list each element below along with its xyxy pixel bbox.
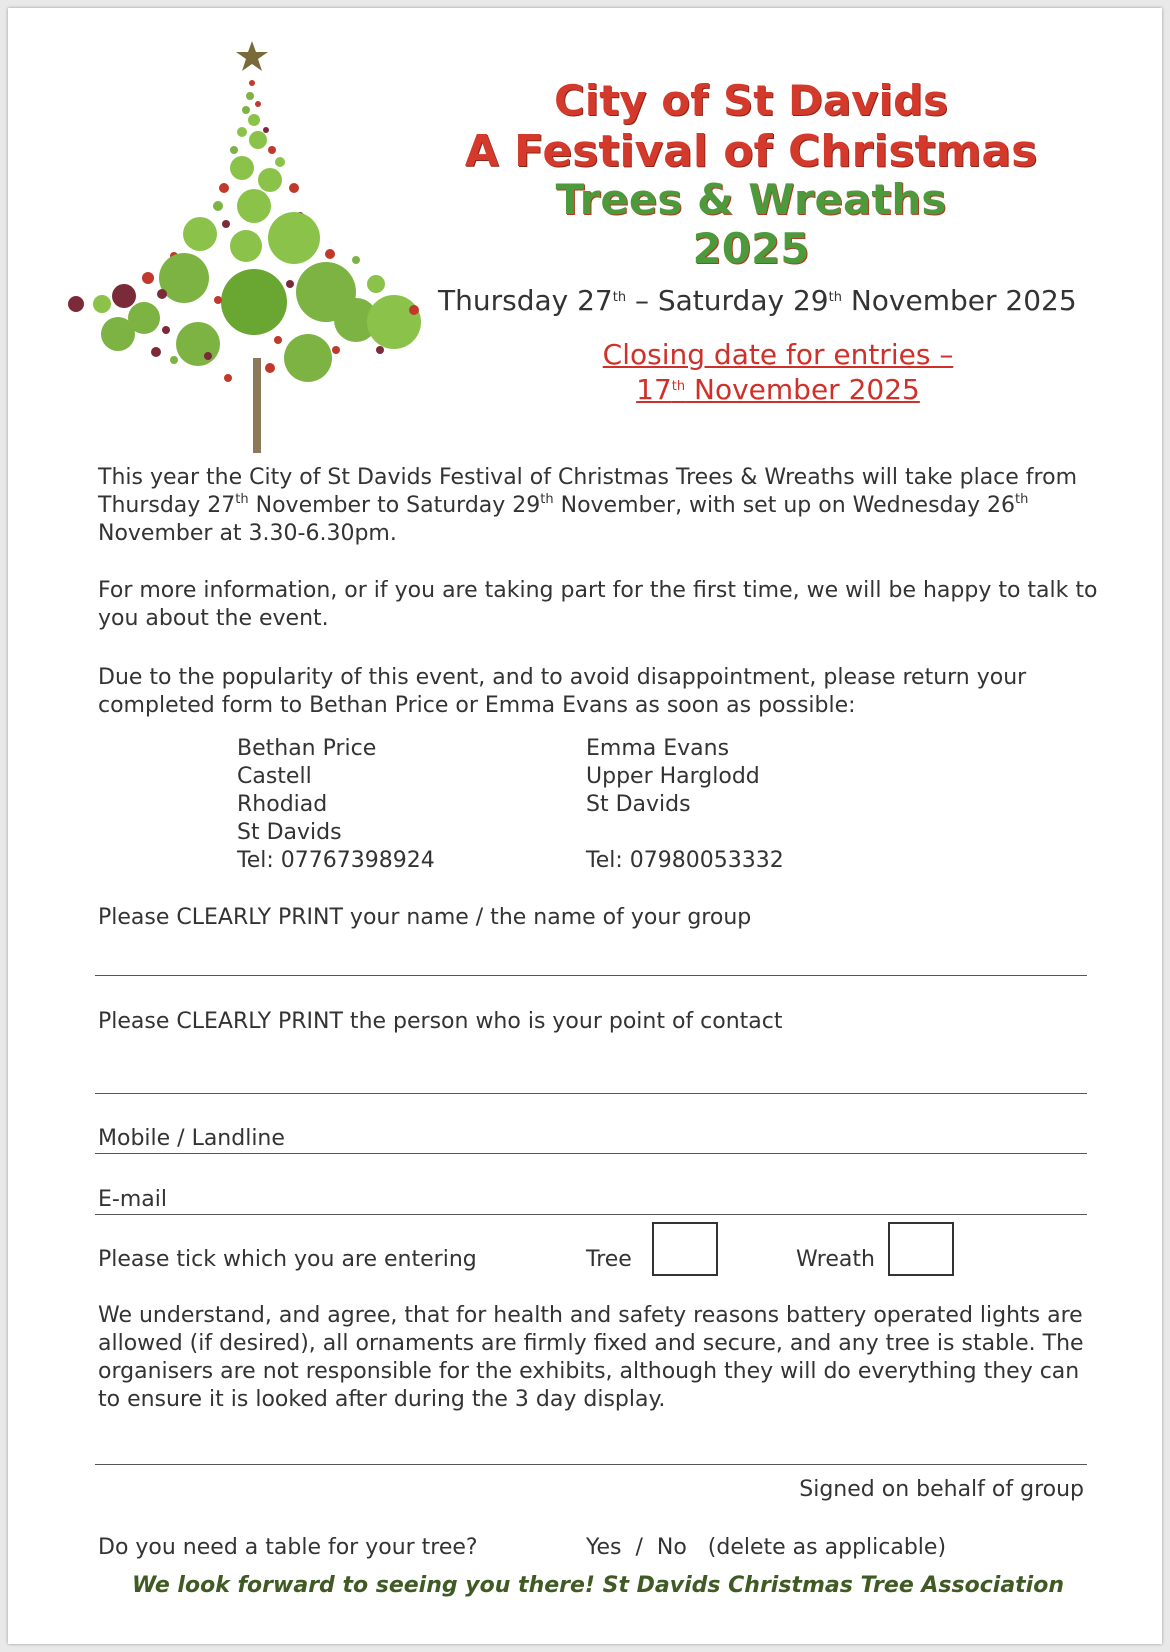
info-paragraph: For more information, or if you are taking part for the first time, we will be happy to talk to you about the event. bbox=[98, 578, 1098, 631]
contact-tel: Tel: 07767398924 bbox=[237, 848, 435, 873]
group-name-field[interactable] bbox=[95, 975, 1087, 976]
contact-bethan bbox=[237, 735, 435, 875]
contact-address-line: Rhodiad bbox=[237, 792, 328, 817]
entry-form-page bbox=[8, 8, 1162, 1644]
wreath-checkbox[interactable] bbox=[888, 1222, 954, 1276]
entry-type-label: Please tick which you are entering bbox=[98, 1247, 477, 1272]
group-name-label: Please CLEARLY PRINT your name / the name of your group bbox=[98, 905, 752, 930]
signature-field[interactable] bbox=[95, 1464, 1087, 1465]
contact-name: Emma Evans bbox=[586, 736, 730, 761]
contact-name: Bethan Price bbox=[237, 736, 377, 761]
christmas-tree-illustration bbox=[58, 38, 458, 458]
contact-address-line: Castell bbox=[237, 764, 312, 789]
contact-tel: Tel: 07980053332 bbox=[586, 848, 784, 873]
contact-address-line: Upper Harglodd bbox=[586, 764, 760, 789]
title-year: 2025 bbox=[692, 224, 810, 273]
title-city: City of St Davids bbox=[553, 76, 949, 125]
phone-field[interactable] bbox=[95, 1153, 1087, 1154]
closing-date-line2: 17th November 2025 bbox=[636, 373, 920, 406]
table-options[interactable]: Yes / No (delete as applicable) bbox=[586, 1535, 947, 1560]
agreement-paragraph: We understand, and agree, that for health and safety reasons battery operated lights are allowed (if desired), all ornaments are firmly fixed and secure, and any tree is stable. The organisers are not responsible for the exhibits, although they will do everything they can to ensure it is looked after during the 3 day display. bbox=[98, 1303, 1084, 1412]
phone-label: Mobile / Landline bbox=[98, 1126, 285, 1151]
footer-tagline: We look forward to seeing you there! St Davids Christmas Tree Association bbox=[131, 1573, 1064, 1598]
return-paragraph: Due to the popularity of this event, and to avoid disappointment, please return your completed form to Bethan Price or Emma Evans as soon as possible: bbox=[98, 665, 1027, 718]
wreath-option-label: Wreath bbox=[796, 1247, 875, 1272]
email-label: E-mail bbox=[98, 1187, 167, 1212]
intro-paragraph: This year the City of St Davids Festival of Christmas Trees & Wreaths will take place from Thursday 27th November to Saturday 29th November, with set up on Wednesday 26th November at 3.30-6.30pm. bbox=[98, 465, 1077, 546]
signed-label: Signed on behalf of group bbox=[799, 1477, 1084, 1502]
table-question: Do you need a table for your tree? bbox=[98, 1535, 478, 1560]
contact-address-line: St Davids bbox=[237, 820, 342, 845]
contact-emma bbox=[586, 735, 784, 875]
contact-address-line: St Davids bbox=[586, 792, 691, 817]
contact-person-field[interactable] bbox=[95, 1093, 1087, 1094]
title-trees-wreaths: Trees & Wreaths bbox=[555, 175, 947, 224]
tree-option-label: Tree bbox=[586, 1247, 632, 1272]
closing-date-line1: Closing date for entries – bbox=[602, 338, 954, 371]
title-festival: A Festival of Christmas bbox=[464, 126, 1038, 177]
tree-checkbox[interactable] bbox=[652, 1222, 718, 1276]
event-dates: Thursday 27th – Saturday 29th November 2025 bbox=[438, 284, 1077, 317]
email-field[interactable] bbox=[95, 1214, 1087, 1215]
contact-person-label: Please CLEARLY PRINT the person who is your point of contact bbox=[98, 1009, 783, 1034]
